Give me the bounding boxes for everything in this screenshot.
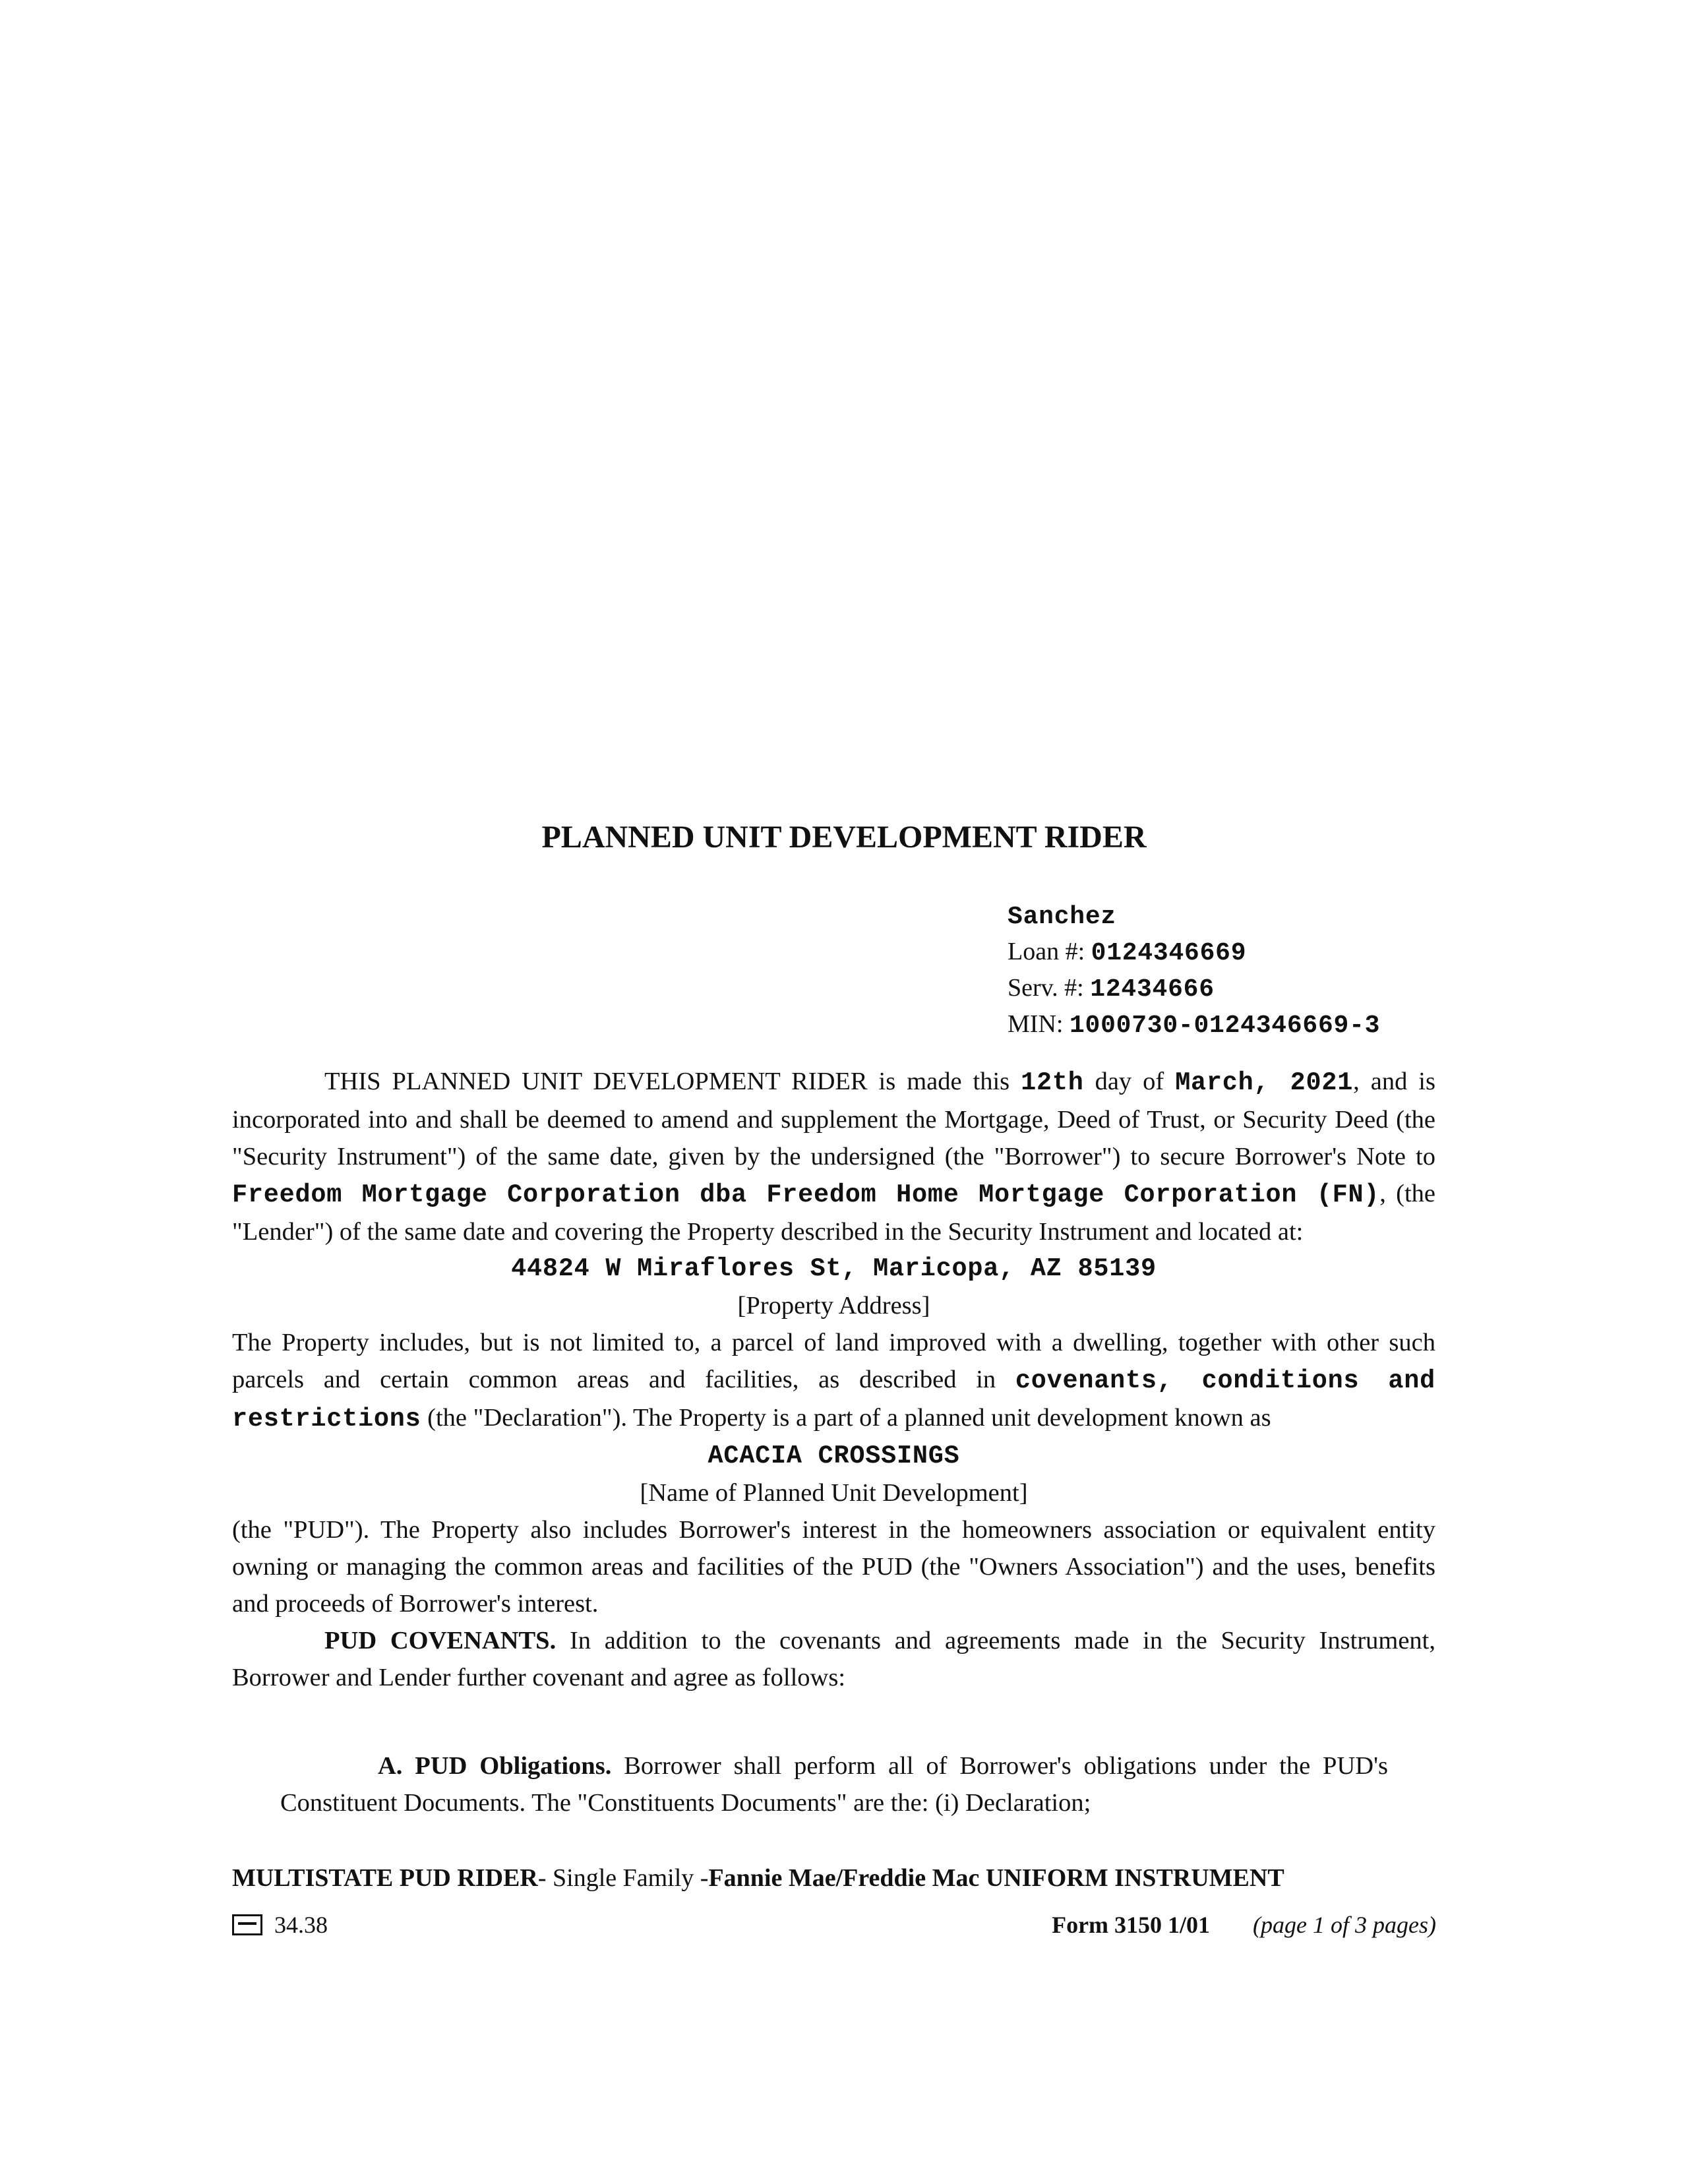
covenants-paragraph: [232, 1622, 1435, 1696]
serv-number-label: Serv. #:: [1008, 974, 1084, 1002]
borrower-name: Sanchez: [1008, 903, 1116, 931]
pud-name: ACACIA CROSSINGS: [708, 1441, 960, 1471]
lender-name: Freedom Mortgage Corporation dba Freedom Home Mortgage Corporation (FN): [232, 1180, 1380, 1209]
footer-rider-title: MULTISTATE PUD RIDER: [232, 1864, 538, 1892]
footer-rider-type: - Single Family -: [537, 1864, 709, 1892]
property-address-label: [Property Address]: [737, 1292, 930, 1320]
footer-instrument-name: Fannie Mae/Freddie Mac UNIFORM INSTRUMENT: [708, 1864, 1284, 1892]
property-address: 44824 W Miraflores St, Maricopa, AZ 85139: [511, 1254, 1157, 1283]
pud-obligations-section: [280, 1747, 1388, 1821]
rider-day: 12th: [1021, 1068, 1084, 1097]
pud-obligations-heading: A. PUD Obligations.: [378, 1752, 612, 1780]
rider-month-year: March, 2021: [1175, 1068, 1354, 1097]
min-number: 1000730-0124346669-3: [1069, 1012, 1381, 1040]
loan-number: 0124346669: [1091, 939, 1247, 967]
pud-name-label: [Name of Planned Unit Development]: [640, 1479, 1028, 1507]
description-paragraph: [232, 1324, 1435, 1438]
page-title: PLANNED UNIT DEVELOPMENT RIDER: [541, 820, 1147, 855]
pud-paragraph: (the "PUD"). The Property also includes Borrower's interest in the homeowners association or equivalent entity owning or managing the common areas and facilities of the PUD (the "Owners Association") and the uses, benefits and proceeds of Borrower's interest.: [232, 1516, 1435, 1618]
serv-number: 12434666: [1090, 975, 1215, 1004]
intro-text-c: , and is incorporated into and shall be deemed to amend and supplement the Mortgage, Deed of Trust, or Security Deed (the "Security Instrument") of the same date, given by the undersigned (the "Borrower") to secure Borrower's Note to: [232, 1068, 1435, 1170]
intro-text-b: day of: [1083, 1068, 1176, 1095]
footer-form-id: Form 3150 1/01: [1052, 1912, 1211, 1938]
intro-text-a: THIS PLANNED UNIT DEVELOPMENT RIDER is made this: [324, 1068, 1021, 1095]
rider-body: [232, 1063, 1435, 1696]
covenants-heading: PUD COVENANTS.: [324, 1627, 557, 1654]
min-label: MIN:: [1008, 1010, 1064, 1038]
footer-code-number: 34.38: [274, 1912, 328, 1938]
pud-obligations-paragraph: [280, 1747, 1388, 1821]
pud-obligations-text: Borrower shall perform all of Borrower's obligations under the PUD's Constituent Documents. The "Constituents Documents" are the: (i) Declaration;: [280, 1752, 1388, 1817]
footer-page-info: (page 1 of 3 pages): [1253, 1912, 1436, 1938]
covenants-text: In addition to the covenants and agreements made in the Security Instrument, Borrower and Lender further covenant and agree as follows:: [232, 1627, 1436, 1691]
footer-code: [232, 1911, 328, 1939]
loan-info-block: [1008, 898, 1380, 1043]
footer-form-title: [232, 1864, 1284, 1893]
intro-paragraph: [232, 1063, 1435, 1250]
declaration-name: covenants, conditions and restrictions: [232, 1366, 1435, 1434]
form-vendor-logo-icon: [232, 1914, 262, 1935]
loan-number-label: Loan #:: [1008, 938, 1085, 965]
intro-text-d: , (the "Lender") of the same date and covering the Property described in the Security Instrument and located at:: [232, 1180, 1435, 1246]
description-text-a: The Property includes, but is not limited to, a parcel of land improved with a dwelling, together with other such parcels and certain common areas and facilities, as described in: [232, 1329, 1435, 1393]
footer-form-info: [1052, 1911, 1436, 1939]
description-text-b: (the "Declaration"). The Property is a part of a planned unit development known as: [421, 1404, 1271, 1432]
